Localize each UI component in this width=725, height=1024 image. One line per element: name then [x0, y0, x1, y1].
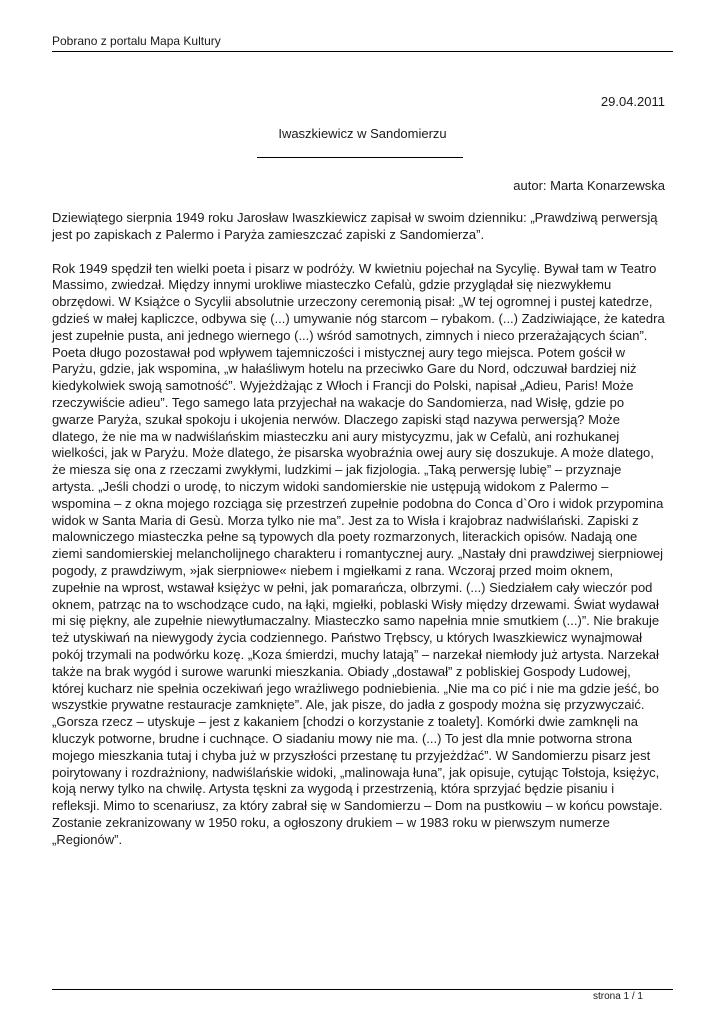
- page-number: strona 1 / 1: [592, 991, 643, 1002]
- document-title: Iwaszkiewicz w Sandomierzu: [278, 126, 447, 141]
- footer-divider: [52, 989, 673, 990]
- paragraph-main: Rok 1949 spędził ten wielki poeta i pisarz w podróży. W kwietniu pojechał na Sycylię. Bywał tam w Teatro Massimo, zwiedzał. Między innymi urokliwe miasteczko Cefalù, gdzie przyglądał się niezwykłemu obrzędowi. W Książce o Sycylii absolutnie urzeczony ceremonią pisał: „W tej ogromnej i pustej katedrze, gdzieś w małej kapliczce, odbywa się (...) umywanie nóg starcom – rybakom. (...) Zadziwiające, że katedra jest zupełnie pusta, ani jednego wiernego (...) wśród samotnych, zimnych i nieco przerażających ścian”. Poeta długo pozostawał pod wpływem tajemniczości i mistycznej aury tego miejsca. Potem gościł w Paryżu, gdzie, jak wspomina, „w hałaśliwym hotelu na przeciwko Gare du Nord, odczuwał bardziej niż kiedykolwiek swoją samotność”. Wyjeżdżając z Włoch i Francji do Polski, napisał „Adieu, Paris! Może rzeczywiście adieu”. Tego samego lata przyjechał na wakacje do Sandomierza, nad Wisłę, gdzie po gwarze Paryża, szukał spokoju i ukojenia nerwów. Dlaczego zapiski stąd nazywa perwersją? Może dlatego, że nie ma w nadwiślańskim miasteczku ani aury mistycyzmu, jak w Cefalù, ani rozhukanej wielkości, jak w Paryżu. Może dlatego, że pisarska wyobraźnia owej aury się doszukuje. A może dlatego, że miesza się ona z rzeczami zwykłymi, ludzkimi – jak fizjologia. „Taką perwersję lubię” – przyznaje artysta. „Jeśli chodzi o urodę, to niczym widoki sandomierskie nie ustępują widokom z Palermo – wspomina – z okna mojego rozciąga się przestrzeń zupełnie podobna do Conca d`Oro i widok przypomina widok w Santa Maria di Gesù. Morza tylko nie ma”. Jest za to Wisła i krajobraz nadwiślański. Zapiski z malowniczego miasteczka pełne są typowych dla poety rozmarzonych, literackich opisów. Nadają one ziemi sandomierskiej melancholijnego charakteru i romantycznej aury. „Nastały dni prawdziwej sierpniowej pogody, z prawdziwym, »jak sierpniowe« niebem i mgiełkami z rana. Wczoraj przed moim oknem, zupełnie na wprost, wstawał księżyc w pełni, jak pomarańcza, olbrzymi. (...) Siedziałem cały wieczór pod oknem, patrząc na to wschodzące cudo, na łąki, mgiełki, poblaski Wisły między drzewami. Świat wydawał mi się piękny, ale zupełnie niewytłumaczalny. Miasteczko samo napełnia mnie smutkiem (...)”. Nie brakuje też utyskiwań na niewygody życia codziennego. Państwo Trębscy, u których Iwaszkiewicz wynajmował pokój trzymali na podwórku kozę. „Koza śmierdzi, muchy latają” – narzekał niemłody już artysta. Narzekał także na brak wygód i surowe warunki mieszkania. Obiady „dostawał” z pobliskiej Gospody Ludowej, której kucharz nie spełnia oczekiwań jego wrażliwego podniebienia. „Nie ma co pić i nie ma gdzie jeść, bo wszystkie prywatne restauracje zamknięte”. Ale, jak pisze, do jadła z gospody można się przyzwyczaić. „Gorsza rzecz – utyskuje – jest z kakaniem [chodzi o korzystanie z toalety]. Komórki dwie zamknęli na kluczyk potworne, brudne i cuchnące. O siadaniu mowy nie ma. (...) To jest dla mnie potworna strona mojego mieszkania tutaj i chyba już w przyszłości przestanę tu przyjeżdżać”. W Sandomierzu pisarz jest poirytowany i rozdrażniony, nadwiślańskie widoki, „malinowaja łuna”, jak opisuje, cytując Tołstoja, księżyc, koją nerwy tylko na chwilę. Artysta tęskni za wygodą i przestrzenią, która sprzyjać będzie pisaniu i refleksji. Mimo to scenariusz, za który zabrał się w Sandomierzu – Dom na pustkowiu – w końcu powstaje. Zostanie zekranizowany w 1950 roku, a ogłoszony drukiem – w 1983 roku w pierwszym numerze „Regionów”.: [52, 260, 665, 847]
- page-header-source: Pobrano z portalu Mapa Kultury: [52, 34, 221, 48]
- document-date: 29.04.2011: [600, 94, 665, 109]
- header-divider: [52, 51, 673, 52]
- title-underline: [257, 157, 463, 158]
- document-author: autor: Marta Konarzewska: [513, 178, 665, 193]
- paragraph-intro: Dziewiątego sierpnia 1949 roku Jarosław Iwaszkiewicz zapisał w swoim dzienniku: „Prawdziwą perwersją jest po zapiskach z Palermo i Paryża zamieszczać zapiski z Sandomierza”.: [52, 210, 658, 242]
- article-body: [52, 210, 665, 865]
